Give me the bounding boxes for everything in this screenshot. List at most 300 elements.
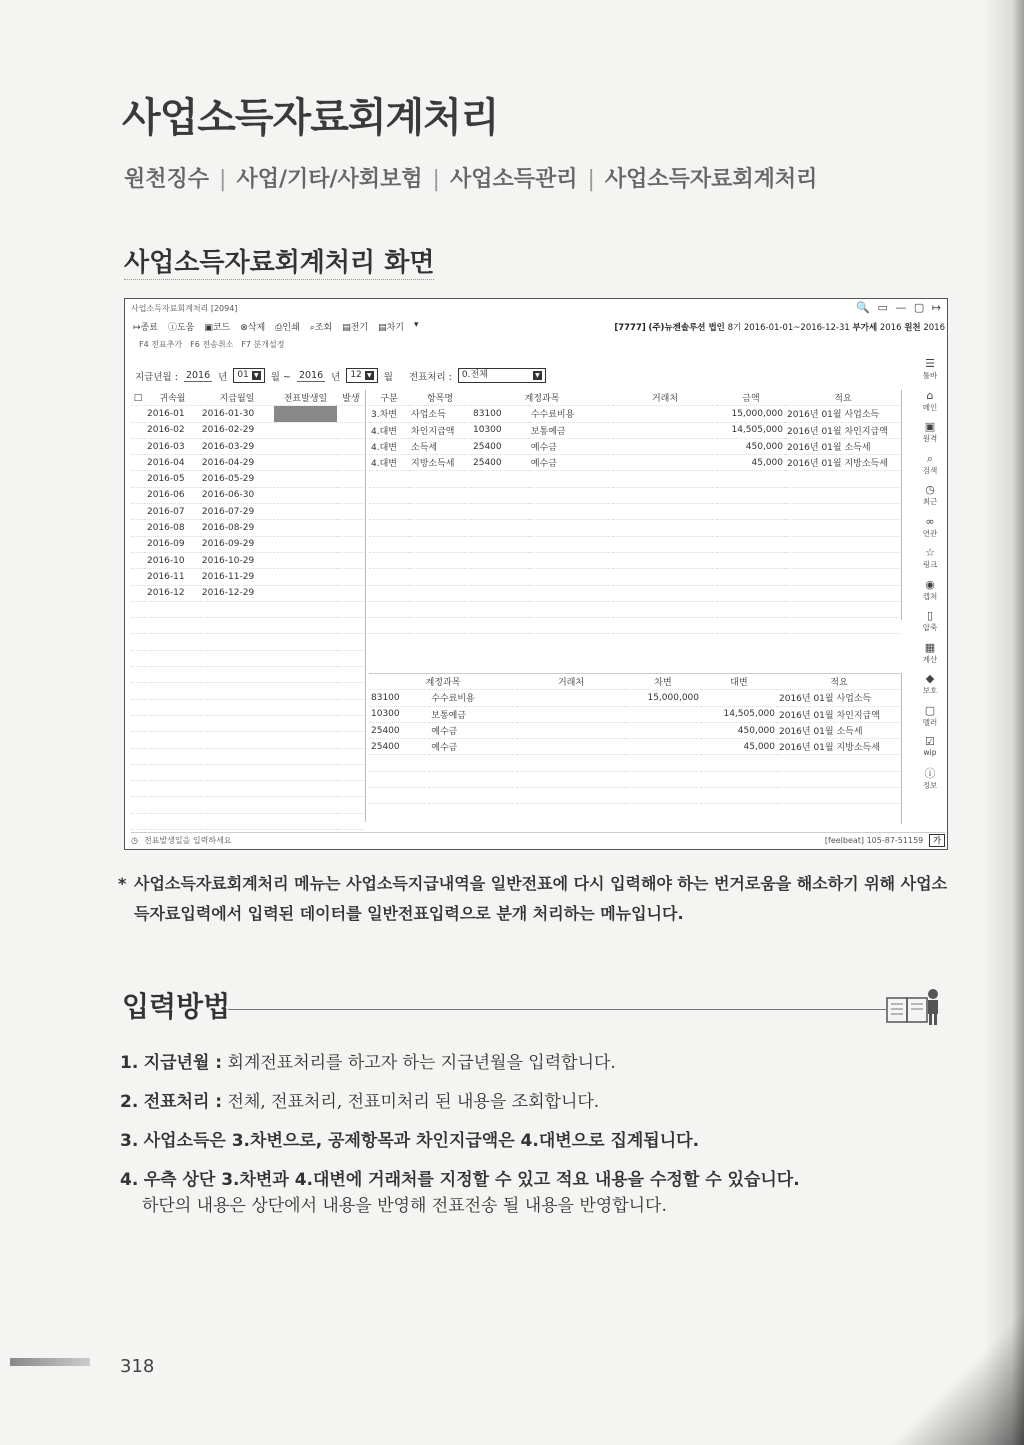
next-button[interactable]: ▤차기 [378, 323, 405, 333]
table-row [369, 771, 901, 787]
column-header: 금액 [717, 390, 785, 406]
empty-cell [785, 585, 901, 601]
slip-label: 전표처리 : [408, 371, 452, 383]
issued-cell [337, 455, 365, 471]
belong-month-cell: 2016-09 [145, 536, 200, 552]
account-name-cell: 보통예금 [529, 422, 613, 438]
slip-date-cell[interactable] [274, 536, 337, 552]
belong-month-cell: 2016-08 [145, 520, 200, 536]
sidebar-item-label: 연관 [922, 528, 938, 538]
sidebar-item[interactable] [923, 641, 938, 673]
empty-cell [625, 771, 701, 787]
step-text: 회계전표처리를 하고자 하는 지급년월을 입력합니다. [227, 1053, 616, 1073]
empty-cell [145, 715, 200, 731]
sidebar-item-label: 링크 [922, 560, 938, 569]
tax-year: 2016 [923, 323, 945, 333]
menu-icon: ☰ [925, 357, 935, 370]
account-code-cell: 83100 [369, 690, 429, 706]
app-window [124, 298, 948, 850]
empty-cell [529, 536, 613, 552]
function-keys [139, 339, 284, 350]
table-row[interactable] [369, 422, 901, 438]
empty-cell [717, 569, 785, 585]
prev-button[interactable]: ▤전기 [342, 323, 369, 333]
table-row[interactable] [131, 504, 365, 520]
column-header: 귀속월 [145, 390, 200, 406]
slip-date-cell[interactable] [274, 552, 337, 568]
empty-cell [471, 569, 529, 585]
row-checkbox[interactable] [131, 406, 145, 422]
sidebar-item[interactable] [923, 452, 938, 484]
empty-cell [785, 520, 901, 536]
row-checkbox[interactable] [131, 471, 145, 487]
checkbox-icon: ☑ [925, 735, 935, 748]
empty-cell [777, 788, 901, 804]
empty-cell [274, 813, 337, 829]
row-checkbox[interactable] [131, 504, 145, 520]
sidebar-item-label: 계산 [922, 654, 938, 664]
delete-button[interactable]: ⊗삭제 [240, 323, 266, 333]
sidebar-item[interactable] [924, 735, 937, 767]
table-row[interactable] [131, 520, 365, 536]
vendor-cell[interactable] [613, 455, 717, 471]
empty-cell [145, 634, 200, 650]
vat-year: 2016 [879, 323, 902, 333]
empty-cell [471, 487, 529, 503]
pay-date-cell: 2016-02-29 [200, 422, 274, 438]
row-checkbox[interactable] [131, 520, 145, 536]
empty-cell [777, 771, 901, 787]
table-row[interactable] [369, 455, 901, 471]
table-row [369, 504, 901, 520]
step-text: 사업소득은 3.차변으로, 공제항목과 차인지급액은 4.대변으로 집계됩니다. [143, 1131, 700, 1151]
f6-cancel-send-button[interactable]: F6 전송취소 [190, 340, 234, 349]
account-code-cell: 25400 [369, 722, 429, 738]
sidebar-item-label: 정보 [922, 780, 938, 790]
empty-cell [785, 601, 901, 617]
belong-month-cell: 2016-11 [145, 569, 200, 585]
issued-cell [337, 504, 365, 520]
empty-cell [337, 601, 365, 617]
column-header: 적요 [785, 390, 901, 406]
archive-icon: ▯ [926, 609, 934, 622]
page-edge-shadow [984, 0, 1024, 1445]
empty-cell [777, 755, 901, 771]
to-month-value: 12 [350, 370, 362, 380]
summary-cell: 2016년 01월 지방소득세 [777, 739, 901, 755]
belong-month-cell: 2016-10 [145, 552, 200, 568]
empty-cell [274, 618, 337, 634]
division-cell: 4.대변 [369, 438, 409, 454]
vendor-cell [517, 690, 625, 706]
empty-cell [529, 601, 613, 617]
empty-cell [369, 471, 409, 487]
row-checkbox[interactable] [131, 536, 145, 552]
help-button[interactable]: ⓘ도움 [167, 323, 195, 333]
to-year-input[interactable]: 2016 [298, 369, 324, 381]
empty-cell [131, 715, 145, 731]
sidebar-item[interactable] [923, 357, 938, 389]
empty-cell [131, 683, 145, 699]
empty-cell [337, 683, 365, 699]
slip-select[interactable] [458, 368, 546, 383]
empty-cell [131, 699, 145, 715]
sidebar-item-label: 최근 [922, 497, 938, 506]
sidebar-item[interactable] [923, 672, 938, 704]
chevron-down-icon: ▼ [252, 371, 261, 380]
empty-cell [517, 771, 625, 787]
pay-date-cell: 2016-09-29 [200, 536, 274, 552]
empty-cell [471, 601, 529, 617]
pay-date-cell: 2016-04-29 [200, 455, 274, 471]
vendor-cell[interactable] [613, 422, 717, 438]
empty-cell [369, 771, 429, 787]
sidebar-item[interactable] [923, 767, 938, 799]
table-row [131, 764, 365, 780]
sidebar-item[interactable] [923, 704, 938, 736]
item-name-cell: 사업소득 [409, 406, 471, 422]
table-row[interactable] [369, 438, 901, 454]
row-checkbox[interactable] [131, 552, 145, 568]
empty-cell [131, 618, 145, 634]
table-row[interactable] [131, 455, 365, 471]
empty-cell [131, 797, 145, 813]
company-code: [7777] [614, 323, 646, 333]
from-month-select[interactable] [233, 368, 264, 383]
empty-cell [529, 618, 613, 634]
month-unit: 월 [383, 371, 393, 383]
from-year-input[interactable]: 2016 [185, 369, 211, 381]
table-row [369, 536, 901, 552]
table-row[interactable] [131, 536, 365, 552]
breadcrumb-separator: | [432, 167, 440, 192]
belong-month-cell: 2016-04 [145, 455, 200, 471]
slip-date-cell[interactable] [274, 520, 337, 536]
right-sidebar [915, 357, 945, 798]
table-row [369, 471, 901, 487]
slip-date-cell[interactable] [274, 406, 337, 422]
sidebar-item[interactable] [923, 578, 938, 610]
sidebar-item-label: 멜러 [922, 717, 938, 727]
issued-cell [337, 438, 365, 454]
sidebar-item[interactable] [923, 609, 938, 641]
belong-month-cell: 2016-06 [145, 487, 200, 503]
empty-cell [131, 764, 145, 780]
empty-cell [471, 504, 529, 520]
empty-cell [409, 536, 471, 552]
ime-indicator[interactable]: 가 [929, 834, 945, 847]
empty-cell [274, 732, 337, 748]
toolbar-more-icon[interactable]: ▾ [414, 320, 419, 330]
empty-cell [131, 813, 145, 829]
amount-cell: 450,000 [717, 438, 785, 454]
vat-label: 부가세 [852, 323, 878, 333]
empty-cell [369, 788, 429, 804]
empty-cell [701, 788, 777, 804]
empty-cell [701, 771, 777, 787]
account-code-cell: 83100 [471, 406, 529, 422]
vendor-cell[interactable] [613, 438, 717, 454]
empty-cell [131, 601, 145, 617]
toolbar [133, 320, 419, 333]
belong-month-cell: 2016-05 [145, 471, 200, 487]
empty-cell [613, 601, 717, 617]
f7-journal-settings-button[interactable]: F7 분개설정 [241, 340, 285, 349]
pay-date-cell: 2016-08-29 [200, 520, 274, 536]
step-label: 지급년월 : [143, 1053, 223, 1073]
empty-cell [145, 781, 200, 797]
account-code-cell: 25400 [471, 438, 529, 454]
step-item [120, 1128, 960, 1154]
column-header: 지급월일 [200, 390, 274, 406]
remote-icon: ▣ [924, 420, 936, 433]
empty-cell [131, 650, 145, 666]
empty-cell [529, 487, 613, 503]
sidebar-item-label: 캡쳐 [922, 591, 938, 601]
account-name-cell: 수수료비용 [529, 406, 613, 422]
account-name-cell: 수수료비용 [429, 690, 517, 706]
table-row[interactable] [131, 487, 365, 503]
empty-cell [717, 585, 785, 601]
pay-month-label: 지급년월 : [135, 371, 178, 383]
slip-date-cell[interactable] [274, 422, 337, 438]
belong-month-cell: 2016-03 [145, 438, 200, 454]
summary-cell[interactable]: 2016년 01월 차인지급액 [785, 422, 901, 438]
amount-cell: 15,000,000 [717, 406, 785, 422]
column-header: 계정과목 [471, 390, 613, 406]
division-cell: 4.대변 [369, 422, 409, 438]
empty-cell [369, 755, 429, 771]
step-label: 전표처리 : [143, 1092, 223, 1112]
empty-cell [613, 504, 717, 520]
search-icon: ⌕ [926, 451, 934, 465]
table-row [131, 813, 365, 829]
empty-cell [613, 487, 717, 503]
empty-cell [529, 585, 613, 601]
empty-cell [529, 569, 613, 585]
slip-date-cell[interactable] [274, 504, 337, 520]
row-checkbox[interactable] [131, 569, 145, 585]
input-method-title: 입력방법 [122, 990, 231, 1023]
month-unit: 월 ~ [270, 371, 291, 383]
column-header: 대변 [701, 674, 777, 690]
sidebar-item-label: 압축 [922, 623, 938, 632]
search-button[interactable]: ⌕조회 [309, 323, 333, 333]
note-asterisk: * [118, 874, 127, 893]
table-row[interactable] [131, 552, 365, 568]
to-month-select[interactable] [346, 368, 377, 383]
pay-date-cell: 2016-03-29 [200, 438, 274, 454]
sidebar-item[interactable] [923, 420, 938, 452]
chevron-down-icon: ▼ [365, 371, 374, 380]
pay-date-cell: 2016-12-29 [200, 585, 274, 601]
empty-cell [337, 699, 365, 715]
empty-cell [337, 650, 365, 666]
empty-cell [200, 797, 274, 813]
debit-cell [625, 722, 701, 738]
empty-cell [409, 585, 471, 601]
sidebar-item[interactable] [923, 515, 938, 547]
pay-date-cell: 2016-10-29 [200, 552, 274, 568]
empty-cell [274, 764, 337, 780]
slip-date-cell[interactable] [274, 438, 337, 454]
empty-cell [274, 667, 337, 683]
debit-cell [625, 706, 701, 722]
empty-cell [517, 788, 625, 804]
empty-cell [429, 755, 517, 771]
empty-cell [785, 487, 901, 503]
empty-cell [145, 650, 200, 666]
table-row[interactable] [131, 438, 365, 454]
empty-cell [717, 504, 785, 520]
sidebar-item-label: 툴바 [922, 371, 938, 380]
vendor-cell [517, 706, 625, 722]
empty-cell [200, 634, 274, 650]
breadcrumb-item: 사업소득자료회계처리 [604, 167, 818, 192]
step-text: 우측 상단 3.차변과 4.대변에 거래처를 지정할 수 있고 적요 내용을 수정할 수 있습니다. [143, 1170, 800, 1190]
credit-cell: 45,000 [701, 739, 777, 755]
column-header: 적요 [777, 674, 901, 690]
table-row [131, 748, 365, 764]
clock-icon: ◷ [131, 835, 138, 845]
empty-cell [409, 552, 471, 568]
sidebar-item-label: 검색 [922, 465, 938, 475]
row-checkbox[interactable] [131, 422, 145, 438]
empty-cell [131, 667, 145, 683]
empty-cell [517, 755, 625, 771]
empty-cell [337, 813, 365, 829]
table-row [131, 699, 365, 715]
empty-cell [625, 788, 701, 804]
code-button[interactable]: ▣코드 [204, 323, 231, 333]
table-row [369, 487, 901, 503]
slip-value: 0.전체 [461, 370, 488, 380]
issued-cell [337, 569, 365, 585]
chevron-down-icon: ▼ [533, 371, 542, 380]
info-icon: ⓘ [924, 766, 936, 780]
row-checkbox[interactable] [131, 585, 145, 601]
empty-cell [717, 536, 785, 552]
account-name-cell: 예수금 [429, 739, 517, 755]
sidebar-item-label: 메인 [922, 402, 938, 412]
summary-cell: 2016년 01월 사업소득 [777, 690, 901, 706]
sidebar-item-label: wip [923, 748, 937, 757]
note-text: 사업소득자료회계처리 메뉴는 사업소득지급내역을 일반전표에 다시 입력해야 하는 번거로움을 해소하기 위해 사업소득자료입력에서 입력된 데이터를 일반전표입력으로 분개 처리하는 메뉴입니다. [134, 874, 948, 923]
item-name-cell: 소득세 [409, 438, 471, 454]
section-title-underline [124, 279, 434, 280]
row-checkbox[interactable] [131, 455, 145, 471]
empty-cell [613, 618, 717, 634]
table-row [131, 732, 365, 748]
summary-cell[interactable]: 2016년 01월 지방소득세 [785, 455, 901, 471]
slip-date-cell[interactable] [274, 455, 337, 471]
page-number-bar [10, 1358, 90, 1366]
empty-cell [274, 781, 337, 797]
vendor-cell[interactable] [613, 406, 717, 422]
empty-cell [337, 764, 365, 780]
empty-cell [200, 764, 274, 780]
menu-description-note [118, 869, 954, 929]
account-code-cell: 10300 [471, 422, 529, 438]
table-row[interactable] [369, 406, 901, 422]
empty-cell [200, 715, 274, 731]
table-row[interactable] [131, 422, 365, 438]
empty-cell [471, 618, 529, 634]
empty-cell [717, 618, 785, 634]
slip-date-cell[interactable] [274, 569, 337, 585]
account-name-cell: 예수금 [529, 455, 613, 471]
empty-cell [274, 650, 337, 666]
issued-cell [337, 536, 365, 552]
slip-date-cell[interactable] [274, 487, 337, 503]
table-row[interactable] [131, 585, 365, 601]
breadcrumb-item: 원천징수 [124, 167, 210, 192]
print-button[interactable]: ⎙인쇄 [275, 323, 300, 333]
slip-date-cell[interactable] [274, 471, 337, 487]
sidebar-item[interactable] [923, 483, 938, 515]
summary-cell[interactable]: 2016년 01월 사업소득 [785, 406, 901, 422]
empty-cell [337, 748, 365, 764]
empty-cell [369, 504, 409, 520]
row-checkbox[interactable] [131, 487, 145, 503]
sidebar-item[interactable] [923, 389, 938, 421]
credit-cell [701, 690, 777, 706]
empty-cell [274, 715, 337, 731]
summary-cell: 2016년 01월 차인지급액 [777, 706, 901, 722]
summary-cell[interactable]: 2016년 01월 소득세 [785, 438, 901, 454]
page-number: 318 [120, 1356, 155, 1377]
row-checkbox[interactable] [131, 438, 145, 454]
exit-button[interactable]: ↦종료 [133, 323, 158, 333]
empty-cell [131, 634, 145, 650]
company-period: 8기 2016-01-01~2016-12-31 [727, 323, 850, 333]
table-row[interactable] [131, 406, 365, 422]
table-row[interactable] [131, 569, 365, 585]
empty-cell [274, 699, 337, 715]
table-row[interactable] [131, 471, 365, 487]
empty-cell [337, 732, 365, 748]
table-row [369, 722, 901, 738]
empty-cell [409, 601, 471, 617]
window-controls[interactable]: 🔍 ▭ — ▢ ↦ [856, 301, 943, 314]
pay-date-cell: 2016-01-30 [200, 406, 274, 422]
empty-cell [613, 536, 717, 552]
empty-cell [613, 569, 717, 585]
table-row [369, 618, 901, 634]
select-all-checkbox[interactable]: □ [131, 390, 145, 406]
empty-cell [200, 601, 274, 617]
sidebar-item[interactable] [923, 546, 938, 578]
empty-cell [145, 764, 200, 780]
empty-cell [613, 552, 717, 568]
window-title: 사업소득자료회계처리 [2094] [131, 304, 238, 313]
f4-add-slip-button[interactable]: F4 전표추가 [139, 340, 183, 349]
empty-cell [785, 569, 901, 585]
book-reader-icon [886, 988, 942, 1026]
from-month-value: 01 [237, 370, 249, 380]
slip-date-cell[interactable] [274, 585, 337, 601]
empty-cell [613, 520, 717, 536]
empty-cell [529, 520, 613, 536]
column-header: 전표발생일 [274, 390, 337, 406]
table-row [369, 788, 901, 804]
pay-date-cell: 2016-07-29 [200, 504, 274, 520]
column-header: 거래처 [613, 390, 717, 406]
empty-cell [471, 536, 529, 552]
step-number: 1. [120, 1053, 139, 1073]
input-steps [120, 1050, 960, 1232]
empty-cell [200, 618, 274, 634]
